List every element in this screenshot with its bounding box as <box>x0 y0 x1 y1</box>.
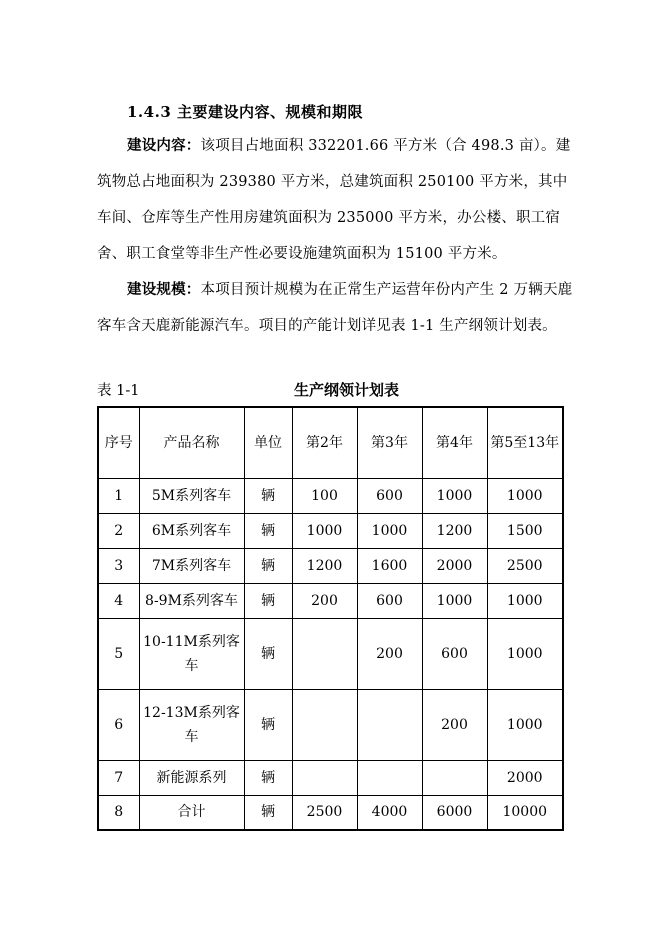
construction-content-paragraph <box>97 128 577 272</box>
table-cell: 2500 <box>292 795 357 830</box>
table-cell: 合计 <box>139 795 244 830</box>
table-cell: 辆 <box>244 513 292 548</box>
table-total-row <box>98 795 563 830</box>
table-cell: 3 <box>98 548 139 583</box>
table-row <box>98 513 563 548</box>
table-cell: 1000 <box>422 583 487 618</box>
table-cell: 7M系列客车 <box>139 548 244 583</box>
table-cell: 7 <box>98 760 139 795</box>
table-row <box>98 583 563 618</box>
table-cell: 2000 <box>487 760 563 795</box>
table-cell: 新能源系列 <box>139 760 244 795</box>
table-cell <box>422 760 487 795</box>
table-cell: 200 <box>422 689 487 760</box>
table-row <box>98 689 563 760</box>
table-row <box>98 478 563 513</box>
table-cell <box>357 689 422 760</box>
production-plan-table <box>97 406 564 831</box>
table-cell: 1000 <box>422 478 487 513</box>
table-cell: 200 <box>357 618 422 689</box>
table-row <box>98 760 563 795</box>
construction-scale-paragraph <box>97 272 577 344</box>
construction-scale-text: 本项目预计规模为在正常生产运营年份内产生 2 万辆天鹿客车含天鹿新能源汽车。项目的产能计划详见表 1-1 生产纲领计划表。 <box>97 282 573 334</box>
table-cell: 1000 <box>357 513 422 548</box>
construction-content-label: 建设内容： <box>127 137 201 154</box>
table-cell: 辆 <box>244 689 292 760</box>
table-cell: 100 <box>292 478 357 513</box>
table-header-row <box>98 407 563 478</box>
table-cell: 2 <box>98 513 139 548</box>
table-cell: 辆 <box>244 548 292 583</box>
header-cell: 第5至13年 <box>487 407 563 478</box>
table-cell: 5M系列客车 <box>139 478 244 513</box>
table-cell: 8-9M系列客车 <box>139 583 244 618</box>
construction-content-text: 该项目占地面积 332201.66 平方米（合 498.3 亩）。建筑物总占地面积为 239380 平方米，总建筑面积 250100 平方米，其中车间、仓库等生产性用房建筑面积为 235000 平方米，办公楼、职工宿舍、职工食堂等非生产性必要设施建筑面积为 15100 平方米。 <box>97 138 571 262</box>
table-cell: 10-11M系列客车 <box>139 618 244 689</box>
table-cell: 辆 <box>244 583 292 618</box>
table-cell: 1500 <box>487 513 563 548</box>
table-cell: 辆 <box>244 795 292 830</box>
table-cell: 12-13M系列客车 <box>139 689 244 760</box>
table-cell <box>292 760 357 795</box>
table-cell: 2000 <box>422 548 487 583</box>
construction-scale-label: 建设规模： <box>127 281 201 298</box>
section-heading: 1.4.3 主要建设内容、规模和期限 <box>127 103 363 121</box>
table-cell: 辆 <box>244 760 292 795</box>
table-number: 表 1-1 <box>97 383 140 399</box>
table-cell: 4 <box>98 583 139 618</box>
table-cell: 200 <box>292 583 357 618</box>
table-cell: 6000 <box>422 795 487 830</box>
table-cell <box>292 618 357 689</box>
table-cell: 4000 <box>357 795 422 830</box>
table-row <box>98 618 563 689</box>
table-row <box>98 548 563 583</box>
table-cell: 1000 <box>487 618 563 689</box>
table-cell: 1000 <box>292 513 357 548</box>
table-cell: 辆 <box>244 478 292 513</box>
table-cell: 6M系列客车 <box>139 513 244 548</box>
table-cell: 1 <box>98 478 139 513</box>
header-cell: 序号 <box>98 407 139 478</box>
table-cell: 600 <box>357 583 422 618</box>
table-cell: 5 <box>98 618 139 689</box>
table-cell: 6 <box>98 689 139 760</box>
table-cell: 1000 <box>487 478 563 513</box>
header-cell: 单位 <box>244 407 292 478</box>
table-cell: 辆 <box>244 618 292 689</box>
table-cell <box>357 760 422 795</box>
header-cell: 第4年 <box>422 407 487 478</box>
table-cell: 10000 <box>487 795 563 830</box>
table-cell: 2500 <box>487 548 563 583</box>
table-cell: 1200 <box>422 513 487 548</box>
table-cell: 1200 <box>292 548 357 583</box>
header-cell: 第2年 <box>292 407 357 478</box>
table-cell: 600 <box>422 618 487 689</box>
table-cell: 600 <box>357 478 422 513</box>
table-cell: 1000 <box>487 583 563 618</box>
table-cell: 1000 <box>487 689 563 760</box>
table-cell: 8 <box>98 795 139 830</box>
table-cell: 1600 <box>357 548 422 583</box>
header-cell: 第3年 <box>357 407 422 478</box>
table-cell <box>292 689 357 760</box>
table-title: 生产纲领计划表 <box>294 381 400 399</box>
header-cell: 产品名称 <box>139 407 244 478</box>
